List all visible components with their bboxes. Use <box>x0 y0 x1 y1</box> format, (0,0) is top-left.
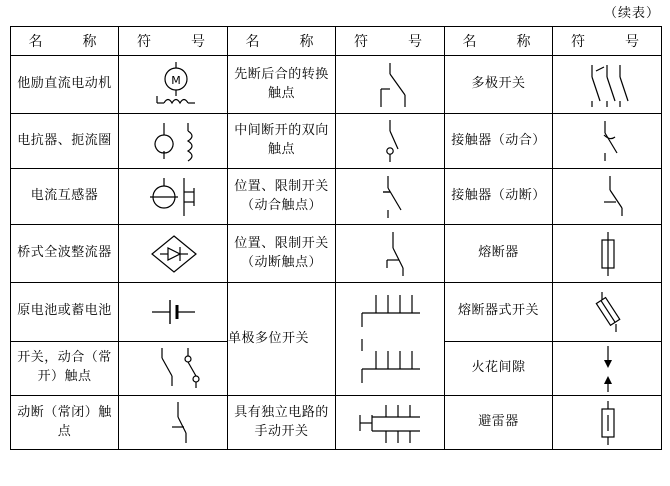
name-cell: 避雷器 <box>445 396 553 450</box>
normally-closed-contact-icon <box>119 396 228 450</box>
surge-arrester-icon <box>553 396 662 450</box>
fuse-switch-icon <box>553 283 662 342</box>
name-cell: 动断（常闭）触点 <box>11 396 119 450</box>
svg-text:M: M <box>170 73 181 87</box>
bridge-full-wave-rectifier-icon <box>119 225 228 283</box>
name-cell: 桥式全波整流器 <box>11 225 119 283</box>
manual-switch-independent-circuits-icon <box>336 396 445 450</box>
name-cell: 先断后合的转换触点 <box>228 56 336 114</box>
spark-gap-icon <box>553 341 662 395</box>
name-cell: 火花间隙 <box>445 341 553 395</box>
header-name-1: 名 称 <box>11 27 119 56</box>
name-cell: 开关，动合（常开）触点 <box>11 341 119 395</box>
name-cell: 原电池或蓄电池 <box>11 283 119 342</box>
multi-pole-switch-icon <box>553 56 662 114</box>
name-cell: 多极开关 <box>445 56 553 114</box>
name-cell: 位置、限制开关（动合触点） <box>228 169 336 225</box>
table-row <box>11 225 662 283</box>
name-cell: 熔断器 <box>445 225 553 283</box>
reactor-choke-coil-icon <box>119 114 228 169</box>
table-row <box>11 169 662 225</box>
name-cell: 接触器（动断） <box>445 169 553 225</box>
single-pole-multi-position-switch-icon <box>336 283 445 396</box>
name-cell: 具有独立电路的手动开关 <box>228 396 336 450</box>
break-before-make-changeover-contact-icon <box>336 56 445 114</box>
current-transformer-icon <box>119 169 228 225</box>
name-cell: 电流互感器 <box>11 169 119 225</box>
contactor-make-icon <box>553 114 662 169</box>
name-cell: 熔断器式开关 <box>445 283 553 342</box>
name-cell: 中间断开的双向触点 <box>228 114 336 169</box>
limit-switch-break-contact-icon <box>336 225 445 283</box>
table-row <box>11 396 662 450</box>
header-name-3: 名 称 <box>445 27 553 56</box>
fuse-icon <box>553 225 662 283</box>
name-cell: 位置、限制开关（动断触点） <box>228 225 336 283</box>
contactor-break-icon <box>553 169 662 225</box>
header-symbol-2: 符 号 <box>336 27 445 56</box>
center-off-two-way-contact-icon <box>336 114 445 169</box>
name-cell: 单极多位开关 <box>228 283 336 396</box>
name-cell: 他励直流电动机 <box>11 56 119 114</box>
symbols-table <box>10 26 662 450</box>
table-row <box>11 283 662 342</box>
name-cell: 电抗器、扼流圈 <box>11 114 119 169</box>
limit-switch-make-contact-icon <box>336 169 445 225</box>
header-symbol-3: 符 号 <box>553 27 662 56</box>
header-name-2: 名 称 <box>228 27 336 56</box>
table-header-row <box>11 27 662 56</box>
table-row <box>11 56 662 114</box>
header-symbol-1: 符 号 <box>119 27 228 56</box>
continued-label: （续表） <box>603 6 660 21</box>
dc-motor-separately-excited-icon <box>119 56 228 114</box>
battery-cell-icon <box>119 283 228 342</box>
name-cell: 接触器（动合） <box>445 114 553 169</box>
switch-normally-open-contact-icon <box>119 341 228 395</box>
table-row <box>11 114 662 169</box>
